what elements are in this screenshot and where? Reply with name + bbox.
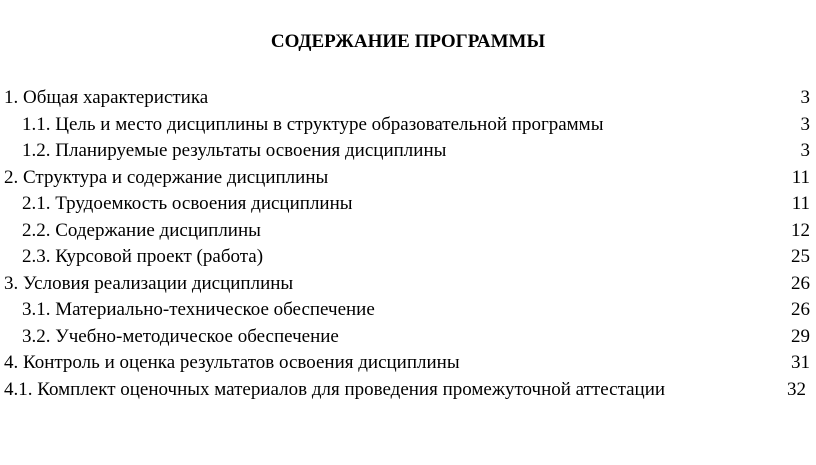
toc-entry-label: 2.3. Курсовой проект (работа): [22, 246, 264, 267]
toc-entry: [0, 350, 816, 377]
toc-entry: [0, 244, 816, 271]
toc-entry: [0, 112, 816, 139]
toc-entry-label: 3.1. Материально-техническое обеспечение: [22, 299, 375, 320]
toc-entry-label: 2.2. Содержание дисциплины: [22, 219, 261, 241]
toc-entry-label: 1. Общая характеристика: [4, 87, 209, 108]
toc-entry-label: 3. Условия реализации дисциплины: [4, 272, 294, 294]
toc-entry-label: 2.1. Трудоемкость освоения дисциплины: [22, 193, 353, 214]
toc-entry-label: 2. Структура и содержание дисциплины: [4, 166, 329, 188]
toc-entry-page: 12: [791, 219, 810, 241]
toc-entry: [0, 191, 816, 218]
toc-entry-label: 3.2. Учебно-методическое обеспечение: [22, 325, 339, 347]
toc-entry: [0, 271, 816, 298]
toc-entry-page: 25: [791, 246, 810, 267]
toc-entry: [0, 377, 816, 404]
page-title: СОДЕРЖАНИЕ ПРОГРАММЫ: [270, 31, 546, 52]
toc-entry-page: 26: [791, 299, 810, 320]
toc-entry-page: 31: [791, 352, 810, 373]
toc-entry: [0, 165, 816, 192]
toc-entry: [0, 218, 816, 245]
toc-entry-page: 11: [791, 166, 810, 188]
toc-entry-page: 3: [800, 140, 810, 161]
toc-entry-page: 3: [800, 113, 810, 135]
toc-entry: [0, 85, 816, 112]
toc-entry-page: 11: [791, 193, 810, 214]
toc-entry-page: 29: [791, 325, 810, 347]
toc-entry: [0, 297, 816, 324]
toc-entry-label: 4. Контроль и оценка результатов освоения дисциплины: [4, 352, 460, 373]
toc-entry-label: 1.1. Цель и место дисциплины в структуре образовательной программы: [22, 113, 604, 135]
table-of-contents: [0, 85, 816, 403]
toc-entry-label: 4.1. Комплект оценочных материалов для проведения промежуточной аттестации: [4, 378, 666, 400]
toc-entry-page: 32: [787, 378, 806, 400]
toc-entry-page: 3: [800, 87, 810, 108]
toc-entry: [0, 324, 816, 351]
toc-entry-label: 1.2. Планируемые результаты освоения дисциплины: [22, 140, 447, 161]
toc-entry: [0, 138, 816, 165]
toc-entry-page: 26: [791, 272, 810, 294]
